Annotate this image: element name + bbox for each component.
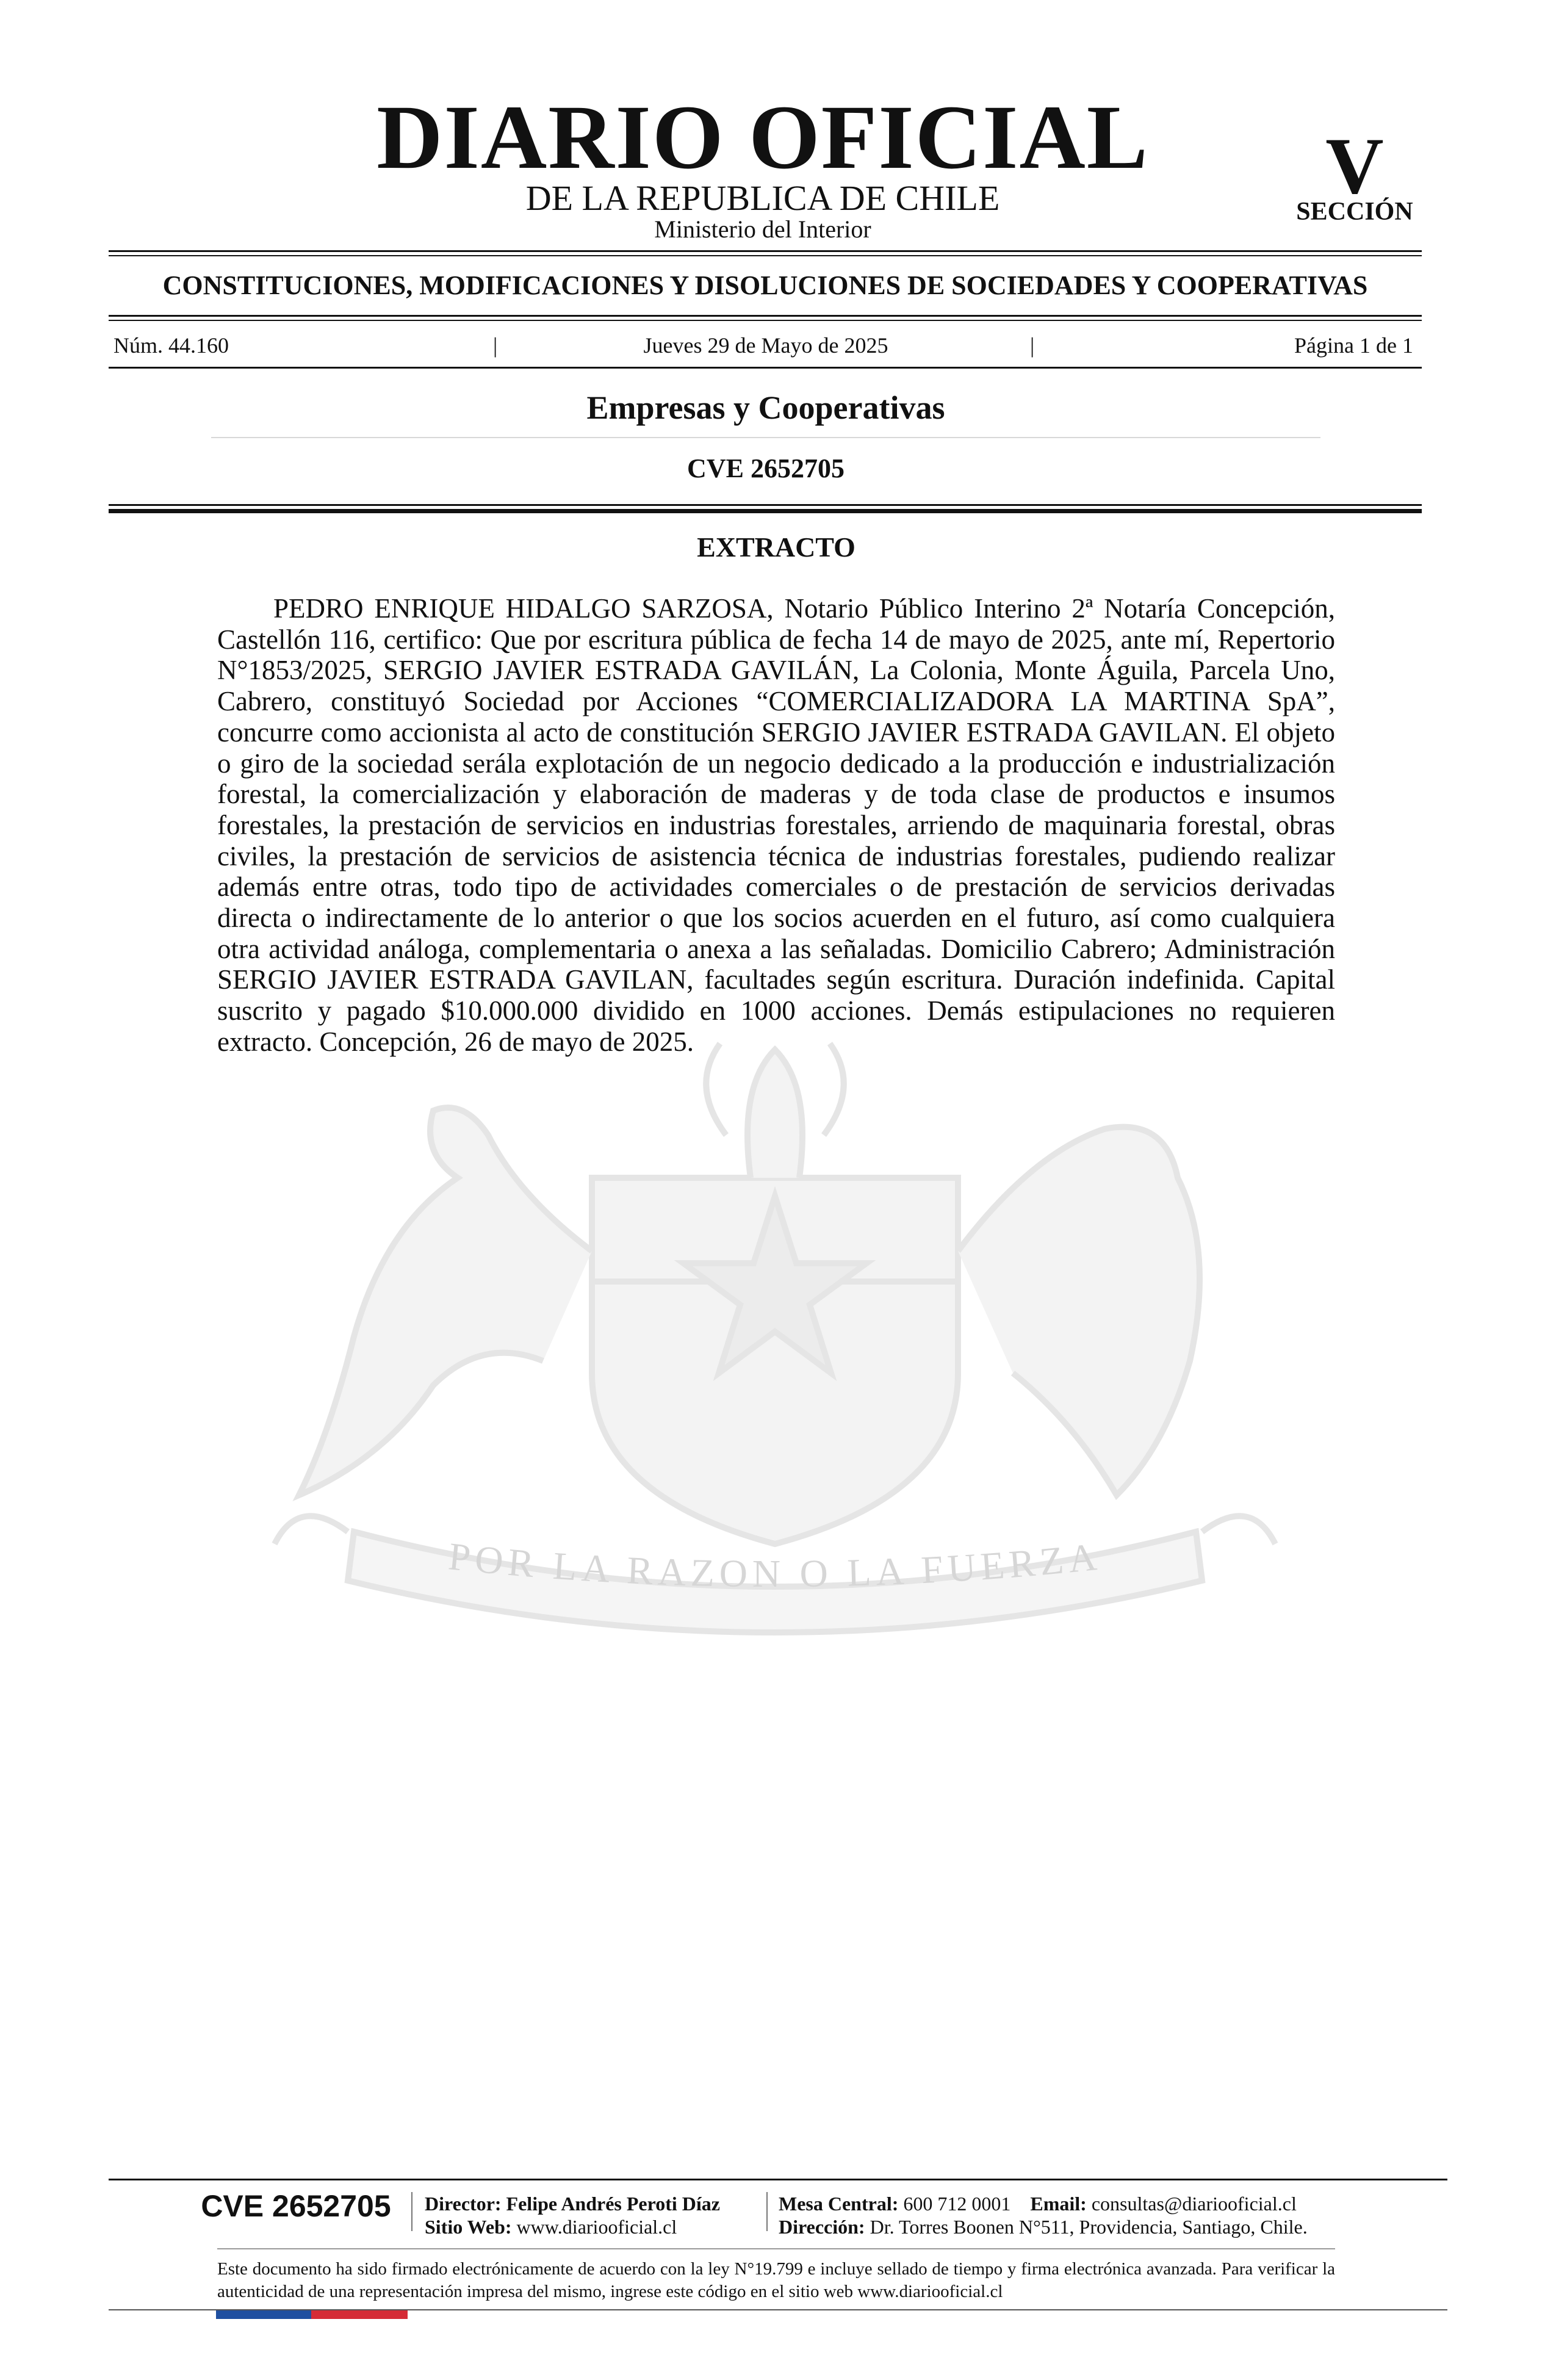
signature-note: Este documento ha sido firmado electrónicamente de acuerdo con la ley N°19.799 e incluye sellado de tiempo y firma electrónica avanzada. Para verificar la autenticidad de una representación impresa del mismo, ingrese este código en el sitio web www.diariooficial.cl xyxy=(217,2259,1335,2301)
flag-stripe-red xyxy=(311,2310,408,2319)
divider xyxy=(109,315,1422,317)
email-link[interactable]: consultas@diariooficial.cl xyxy=(1091,2193,1297,2215)
flag-stripe-blue xyxy=(216,2310,311,2319)
footer-divider xyxy=(109,2179,1447,2180)
address-label: Dirección: xyxy=(779,2216,865,2238)
page-indicator: Página 1 de 1 xyxy=(1294,333,1413,358)
divider xyxy=(109,320,1422,321)
extracto-heading: EXTRACTO xyxy=(697,532,855,563)
coat-of-arms-icon xyxy=(201,995,1349,1678)
divider xyxy=(109,509,1422,513)
footer-cve-code: CVE 2652705 xyxy=(201,2189,391,2223)
masthead-subtitle: DE LA REPUBLICA DE CHILE xyxy=(525,178,1000,218)
section-label: SECCIÓN xyxy=(1296,198,1413,226)
director-value: Felipe Andrés Peroti Díaz xyxy=(506,2193,720,2215)
cve-code: CVE 2652705 xyxy=(687,453,845,483)
footer-thin-divider xyxy=(217,2248,1335,2249)
section-roman-numeral: V xyxy=(1325,121,1384,211)
issue-date: Jueves 29 de Mayo de 2025 xyxy=(643,333,888,358)
mesa-phone: 600 712 0001 xyxy=(903,2193,1011,2215)
footer-contact-right xyxy=(779,2192,1340,2238)
address-value: Dr. Torres Boonen N°511, Providencia, Santiago, Chile. xyxy=(870,2216,1308,2238)
divider xyxy=(109,504,1422,506)
meta-separator: | xyxy=(493,333,498,358)
website-link[interactable]: www.diariooficial.cl xyxy=(516,2216,677,2238)
masthead-ministry: Ministerio del Interior xyxy=(654,215,871,243)
section-title: Empresas y Cooperativas xyxy=(586,389,945,426)
website-label: Sitio Web: xyxy=(425,2216,512,2238)
divider xyxy=(109,255,1422,256)
thin-divider xyxy=(211,437,1320,438)
extracto-body: PEDRO ENRIQUE HIDALGO SARZOSA, Notario Público Interino 2ª Notaría Concepción, Castellón 116, certifico: Que por escritura pública de fecha 14 de mayo de 2025, ante mí, Repertorio N°1853/2025, SERGIO JAVIER ESTRADA GAVILÁN, La Colonia, Monte Águila, Parcela Uno, Cabrero, constituyó Sociedad por Acciones “COMERCIALIZADORA LA MARTINA SpA”, concurre como accionista al acto de constitución SERGIO JAVIER ESTRADA GAVILAN. El objeto o giro de la sociedad serála explotación de un negocio dedicado a la producción e industrialización forestal, la comercialización y elaboración de maderas y de toda clase de productos e insumos forestales, la prestación de servicios en industrias forestales, arriendo de maquinaria forestal, obras civiles, la prestación de servicios de asistencia técnica de industrias forestales, pudiendo realizar además entre otras, todo tipo de actividades comerciales o de prestación de servicios derivadas directa o indirectamente de lo anterior o que los socios acuerden en el futuro, así como cualquiera otra actividad análoga, complementaria o anexa a las señaladas. Domicilio Cabrero; Administración SERGIO JAVIER ESTRADA GAVILAN, facultades según escritura. Duración indefinida. Capital suscrito y pagado $10.000.000 dividido en 1000 acciones. Demás estipulaciones no requieren extracto. Concepción, 26 de mayo de 2025. xyxy=(217,593,1335,1057)
mesa-label: Mesa Central: xyxy=(779,2193,899,2215)
footer-contact-left xyxy=(425,2192,773,2238)
footer-separator xyxy=(411,2192,412,2231)
masthead-title: DIARIO OFICIAL xyxy=(376,87,1149,188)
email-label: Email: xyxy=(1030,2193,1087,2215)
divider xyxy=(109,250,1422,252)
meta-separator: | xyxy=(1030,333,1035,358)
issue-number: Núm. 44.160 xyxy=(113,333,229,358)
motto-text: POR LA RAZON O LA FUERZA xyxy=(446,1534,1104,1596)
divider xyxy=(109,367,1422,369)
section-header: CONSTITUCIONES, MODIFICACIONES Y DISOLUCIONES DE SOCIEDADES Y COOPERATIVAS xyxy=(162,270,1368,300)
footer-separator xyxy=(766,2192,768,2231)
director-label: Director: xyxy=(425,2193,502,2215)
